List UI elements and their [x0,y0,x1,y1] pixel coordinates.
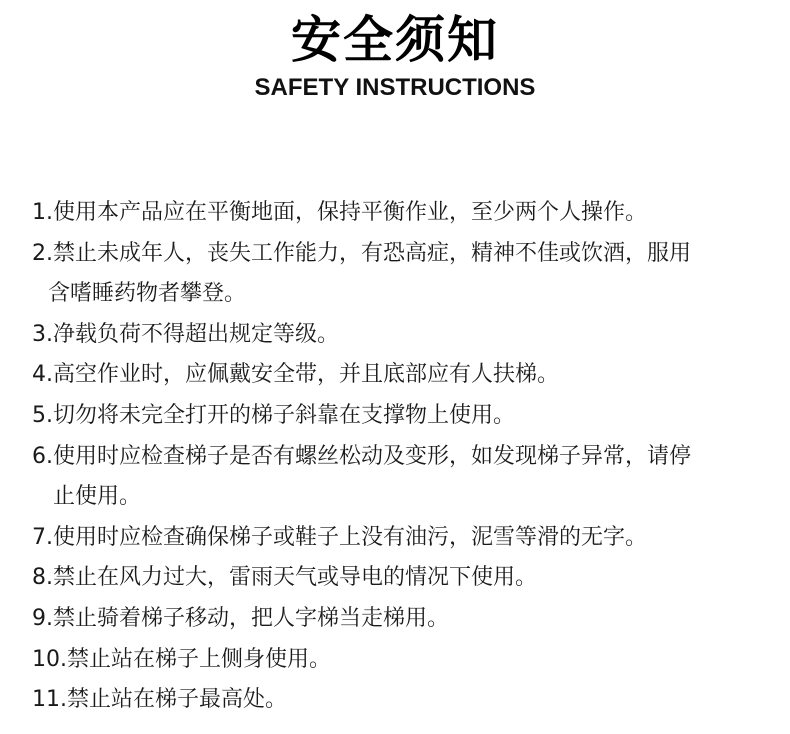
list-item [32,599,772,640]
list-item-line: 7.使用时应检查确保梯子或鞋子上没有油污，泥雪等滑的无字。 [32,524,647,550]
list-item [32,193,772,234]
list-item-line: 2.禁止未成年人，丧失工作能力，有恐高症，精神不佳或饮酒，服用 [32,240,691,266]
instruction-list [32,193,772,721]
list-item [32,680,772,721]
list-item [32,437,772,518]
list-item-line: 1.使用本产品应在平衡地面，保持平衡作业，至少两个人操作。 [32,200,647,225]
list-item-line: 6.使用时应检查梯子是否有螺丝松动及变形，如发现梯子异常，请停 [32,443,691,469]
list-item [32,234,772,315]
page-title: 安全须知 [291,11,499,69]
list-item-line: 3.净载负荷不得超出规定等级。 [32,321,339,347]
list-item-line: 4.高空作业时，应佩戴安全带，并且底部应有人扶梯。 [32,362,559,388]
list-item-line: 5.切勿将未完全打开的梯子斜靠在支撑物上使用。 [32,402,515,428]
list-item-line: 8.禁止在风力过大，雷雨天气或导电的情况下使用。 [32,565,537,591]
list-item [32,396,772,437]
list-item-line: 11.禁止站在梯子最高处。 [32,687,287,713]
list-item-line: 10.禁止站在梯子上侧身使用。 [32,646,331,672]
list-item-line-continuation: 止使用。 [53,484,142,510]
list-item [32,315,772,356]
list-item [32,518,772,559]
page-subtitle: SAFETY INSTRUCTIONS [254,74,536,101]
list-item-line: 9.禁止骑着梯子移动，把人字梯当走梯用。 [32,605,449,631]
list-item-line-continuation: 含嗜睡药物者攀登。 [48,281,247,307]
list-item [32,558,772,599]
list-item [32,640,772,681]
list-item [32,355,772,396]
